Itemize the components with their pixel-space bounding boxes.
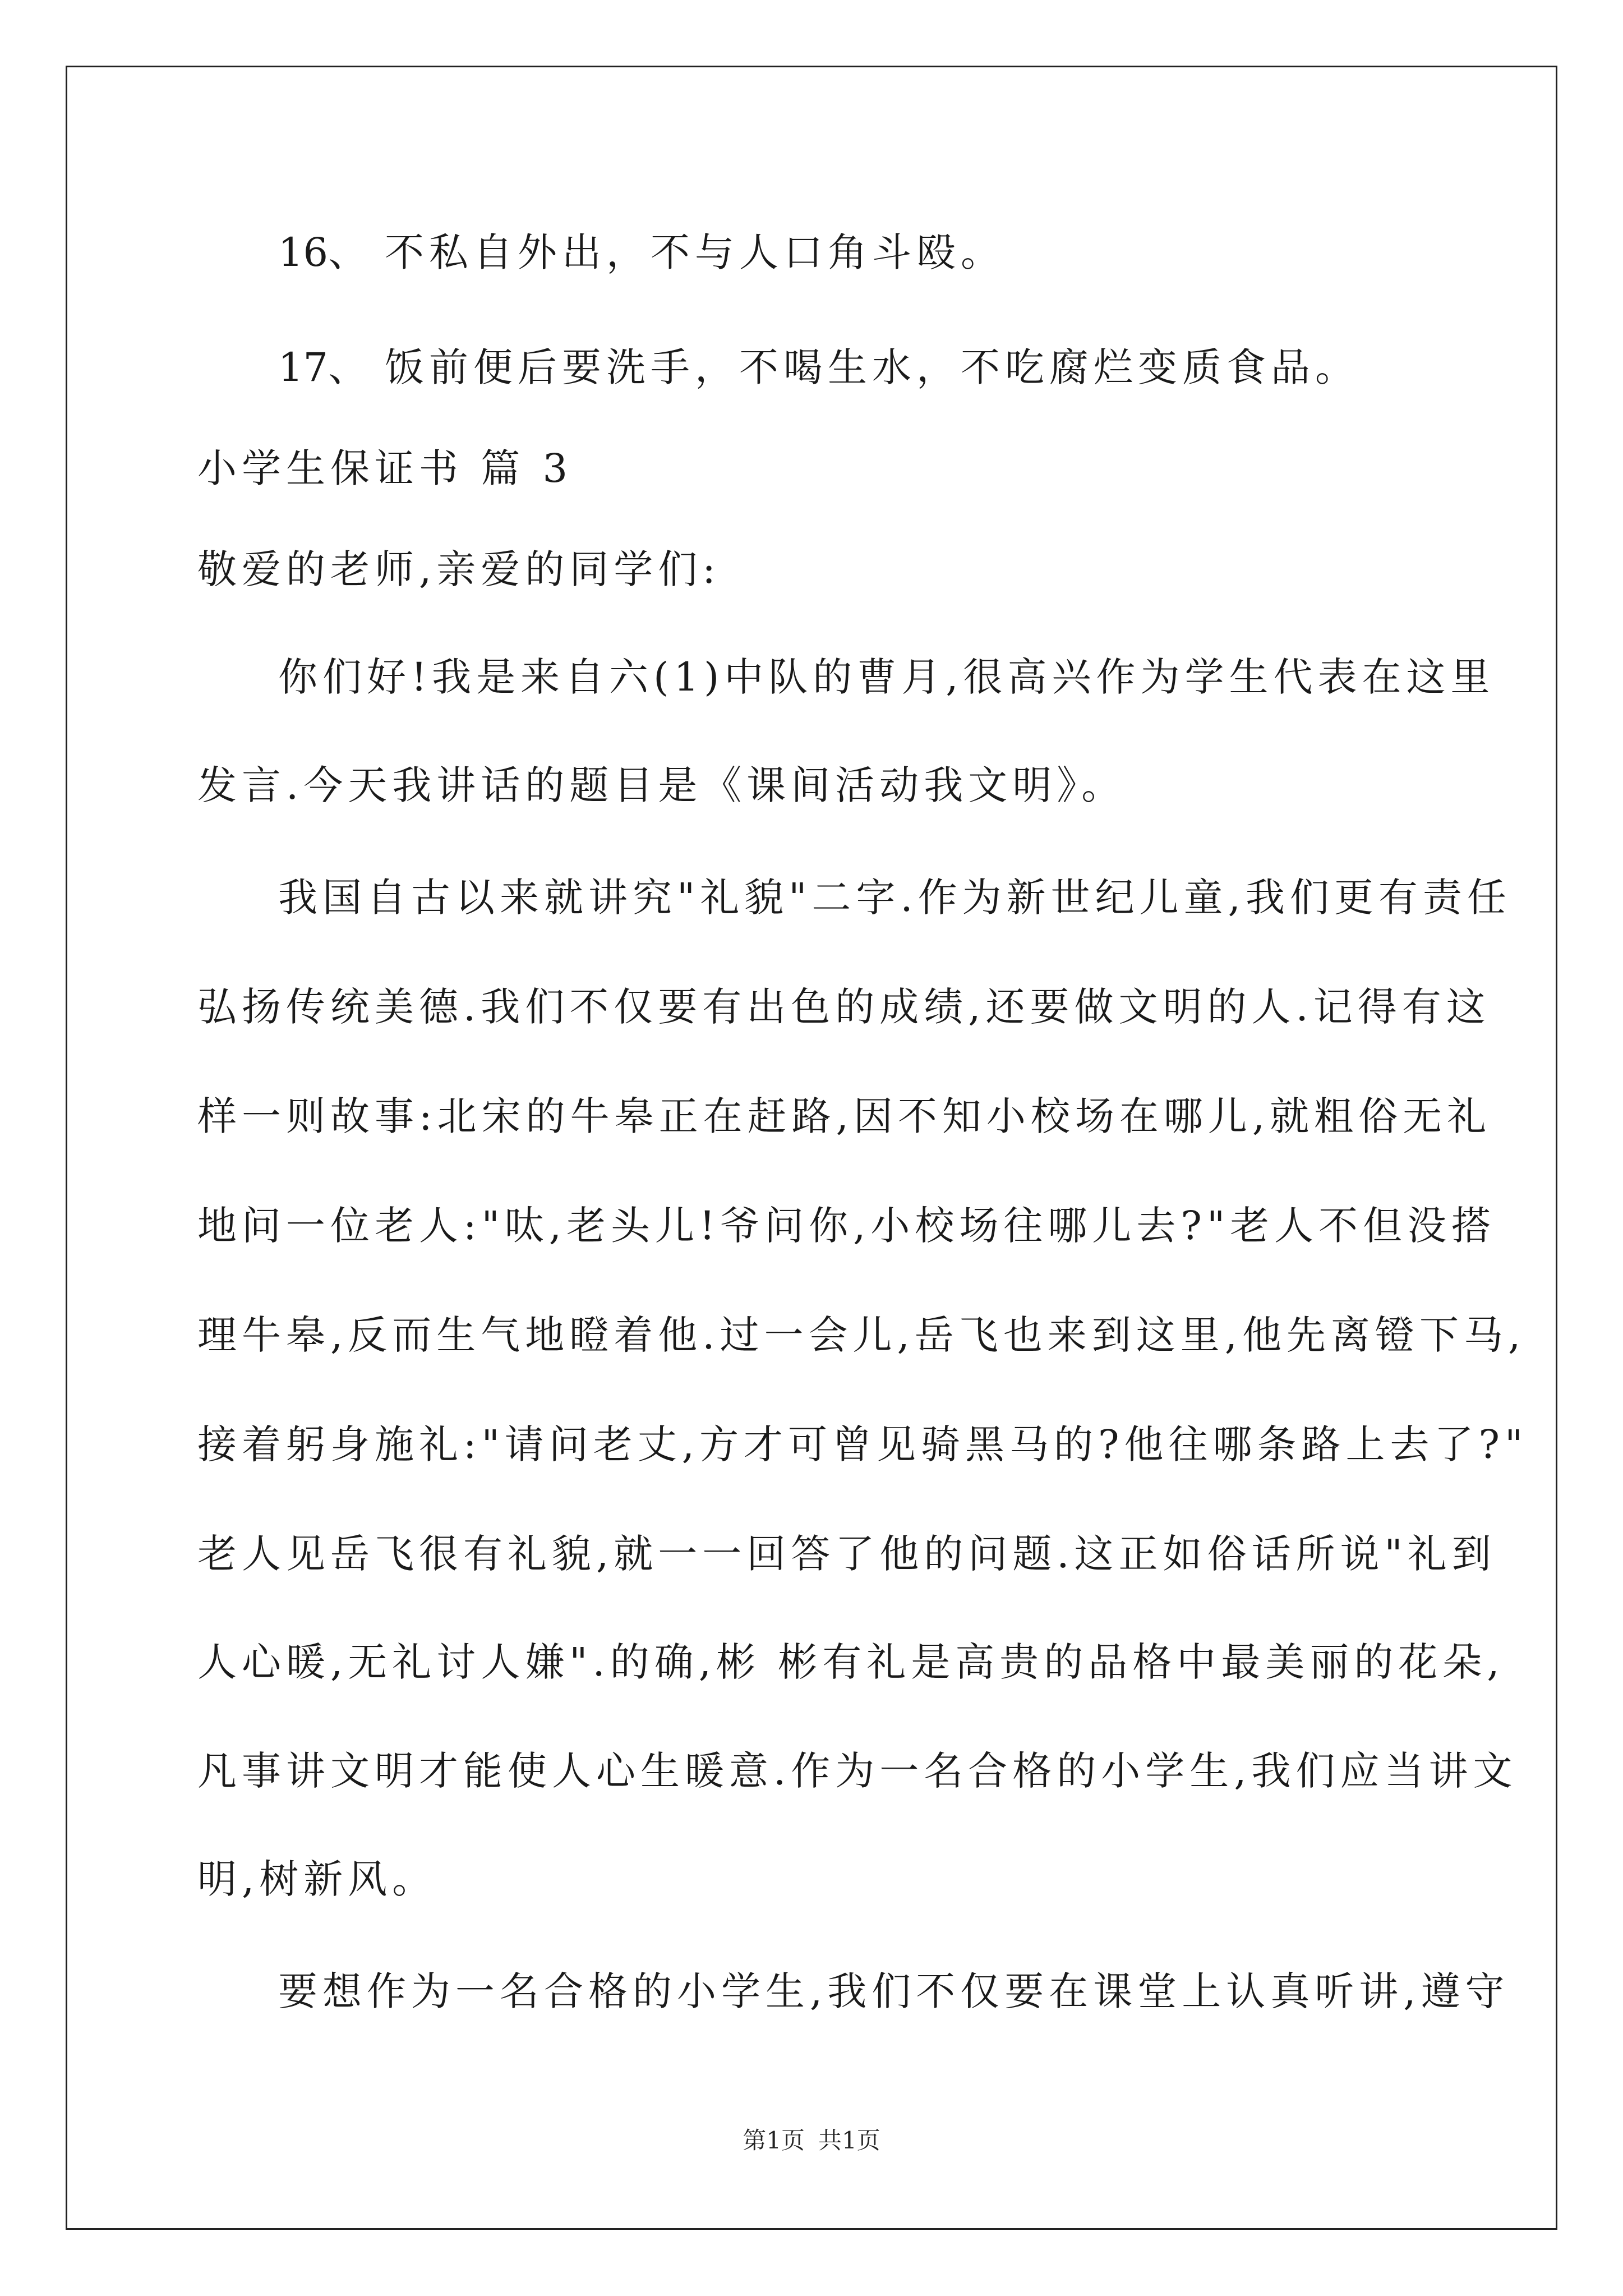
- paragraph-line: 要想作为一名合格的小学生,我们不仅要在课堂上认真听讲,遵守: [278, 1968, 1510, 2014]
- paragraph-line: 人心暖,无礼讨人嫌".的确,彬 彬有礼是高贵的品格中最美丽的花朵,: [197, 1639, 1505, 1685]
- item-number: 16、: [278, 229, 368, 275]
- page-number: 第1页: [743, 2127, 805, 2154]
- paragraph-line: 凡事讲文明才能使人心生暖意.作为一名合格的小学生,我们应当讲文: [197, 1748, 1518, 1794]
- paragraph-line: 弘扬传统美德.我们不仅要有出色的成绩,还要做文明的人.记得有这: [197, 984, 1491, 1030]
- item-text: 饭前便后要洗手，不喝生水，不吃腐烂变质食品。: [385, 344, 1359, 390]
- section-title: 小学生保证书 篇 3: [197, 445, 573, 491]
- paragraph-line: 理牛皋,反而生气地瞪着他.过一会儿,岳飞也来到这里,他先离镫下马,: [197, 1312, 1526, 1358]
- salutation: 敬爱的老师,亲爱的同学们:: [197, 546, 721, 592]
- paragraph-line: 你们好!我是来自六(1)中队的曹月,很高兴作为学生代表在这里: [278, 654, 1495, 700]
- item-text: 不私自外出，不与人口角斗殴。: [385, 229, 1005, 275]
- list-item: [278, 227, 1005, 278]
- paragraph-line: 发言.今天我讲话的题目是《课间活动我文明》。: [197, 762, 1126, 808]
- page-total: 共1页: [818, 2127, 880, 2154]
- list-item: [278, 342, 1359, 393]
- paragraph-line: 老人见岳飞很有礼貌,就一一回答了他的问题.这正如俗话所说"礼到: [197, 1531, 1496, 1577]
- paragraph-line: 我国自古以来就讲究"礼貌"二字.作为新世纪儿童,我们更有责任: [278, 875, 1511, 921]
- paragraph-line: 地问一位老人:"呔,老头儿!爷问你,小校场往哪儿去?"老人不但没搭: [197, 1203, 1496, 1249]
- item-number: 17、: [278, 344, 368, 390]
- page-footer: [0, 2124, 1623, 2157]
- paragraph-line: 样一则故事:北宋的牛皋正在赶路,因不知小校场在哪儿,就粗俗无礼: [197, 1093, 1492, 1139]
- paragraph-line: 接着躬身施礼:"请问老丈,方才可曾见骑黑马的?他往哪条路上去了?": [197, 1421, 1528, 1467]
- paragraph-line: 明,树新风。: [197, 1856, 437, 1902]
